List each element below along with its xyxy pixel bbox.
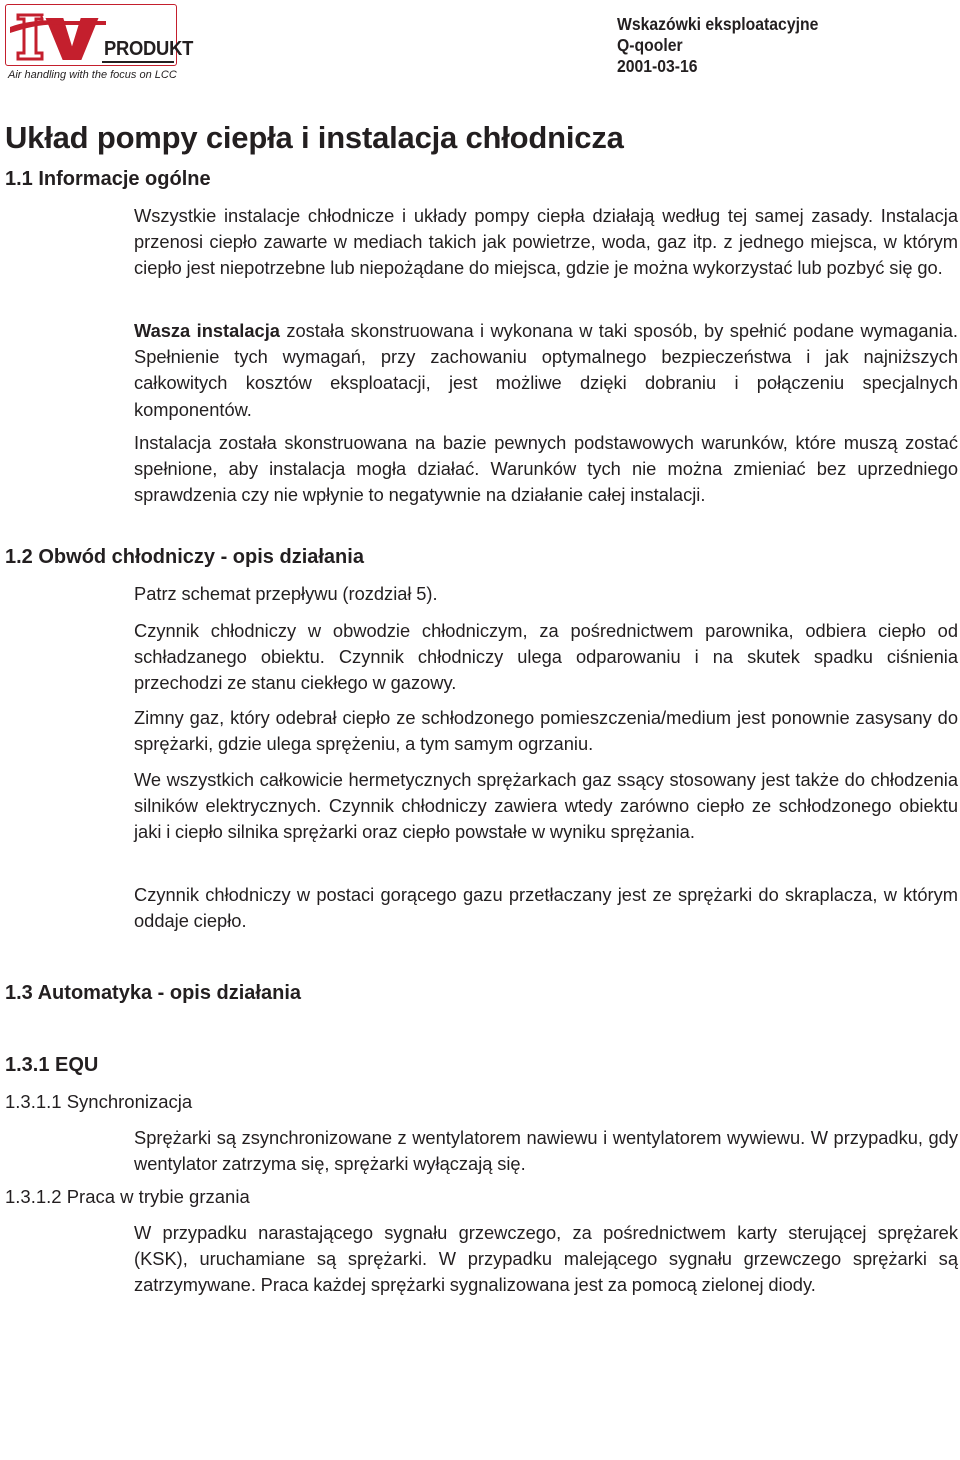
heading-1-2 — [5, 544, 364, 570]
heading-1-3-1-2: 1.3.1.2 Praca w trybie grzania — [5, 1186, 250, 1207]
heading-1-3-1: 1.3.1 EQU — [5, 1054, 99, 1076]
paragraph-1-2-e: Czynnik chłodniczy w postaci gorącego gazu przetłaczany jest ze sprężarki do skraplacza, w którym oddaje ciepło. — [134, 884, 958, 932]
heading-1-2-text: 1.2 Obwód chłodniczy - opis działania — [5, 546, 364, 568]
paragraph-1-1-b-bold: Wasza instalacja — [134, 320, 280, 341]
logo-tagline: Air handling with the focus on LCC — [8, 69, 177, 81]
paragraph-1-2-b: Czynnik chłodniczy w obwodzie chłodniczym, za pośrednictwem parownika, odbiera ciepło od schładzanego obiektu. Czynnik chłodniczy ulega odparowaniu i na skutek spadku ciśnienia przechodzi ze stanu ciekłego w gazowy. — [134, 620, 958, 694]
document-meta — [617, 14, 819, 77]
page-title: Układ pompy ciepła i instalacja chłodnicza — [5, 120, 624, 155]
paragraph-1-3-1-2: W przypadku narastającego sygnału grzewczego, za pośrednictwem karty sterującej sprężarek (KSK), uruchamiane są sprężarki. W przypadku malejącego sygnału grzewczego sprężarki są zatrzymywane. Praca każdej sprężarki sygnalizowana jest za pomocą zielonej diody. — [134, 1222, 958, 1296]
paragraph-1-2-a: Patrz schemat przepływu (rozdział 5). — [134, 583, 438, 604]
paragraph-1-1-c: Instalacja została skonstruowana na bazie pewnych podstawowych warunków, które muszą zostać spełnione, aby instalacja mogła działać. Warunków tych nie można zmieniać bez uprzedniego sprawdzenia czy nie wpłynie to negatywnie na działanie całej instalacji. — [134, 432, 958, 506]
paragraph-1-1-b-rest: została skonstruowana i wykonana w taki sposób, by spełnić podane wymagania. Spełnienie tych wymagań, przy zachowaniu optymalnego bezpieczeństwa i jak najniższych całkowitych kosztów eksploatacji, jest możliwe dzięki dobraniu i połączeniu specjalnych komponentów. — [134, 320, 959, 420]
heading-1-3-1-1: 1.3.1.1 Synchronizacja — [5, 1091, 193, 1112]
paragraph-1-2-c: Zimny gaz, który odebrał ciepło ze schłodzonego pomieszczenia/medium jest ponownie zasysany do sprężarki, gdzie ulega sprężeniu, a tym samym ogrzaniu. — [134, 707, 958, 755]
heading-1-1: 1.1 Informacje ogólne — [5, 168, 211, 190]
doc-type: Wskazówki eksploatacyjne — [617, 14, 819, 34]
doc-product: Q-qooler — [617, 35, 683, 55]
paragraph-1-3-1-1: Sprężarki są zsynchronizowane z wentylatorem nawiewu i wentylatorem wywiewu. W przypadku, gdy wentylator zatrzyma się, sprężarki wyłączają się. — [134, 1127, 958, 1175]
paragraph-1-2-d: We wszystkich całkowicie hermetycznych sprężarkach gaz ssący stosowany jest także do chłodzenia silników elektrycznych. Czynnik chłodniczy zawiera wtedy zarówno ciepło ze schłodzonego obiektu jaki i ciepło silnika sprężarki oraz ciepło powstałe w wyniku sprężania. — [134, 769, 958, 843]
paragraph-1-1-a: Wszystkie instalacje chłodnicze i układy pompy ciepła działają według tej samej zasady. Instalacja przenosi ciepło zawarte w mediach takich jak powietrze, woda, gaz itp. z jednego miejsca, w którym ciepło jest niepotrzebne lub niepożądane do miejsca, gdzie je można wykorzystać lub pozbyć się go. — [134, 205, 958, 279]
doc-date: 2001-03-16 — [617, 56, 698, 76]
paragraph-1-1-b — [134, 318, 958, 423]
company-logo — [5, 4, 194, 66]
logo-produkt-text: PRODUKT — [104, 38, 194, 60]
heading-1-3: 1.3 Automatyka - opis działania — [5, 982, 302, 1004]
